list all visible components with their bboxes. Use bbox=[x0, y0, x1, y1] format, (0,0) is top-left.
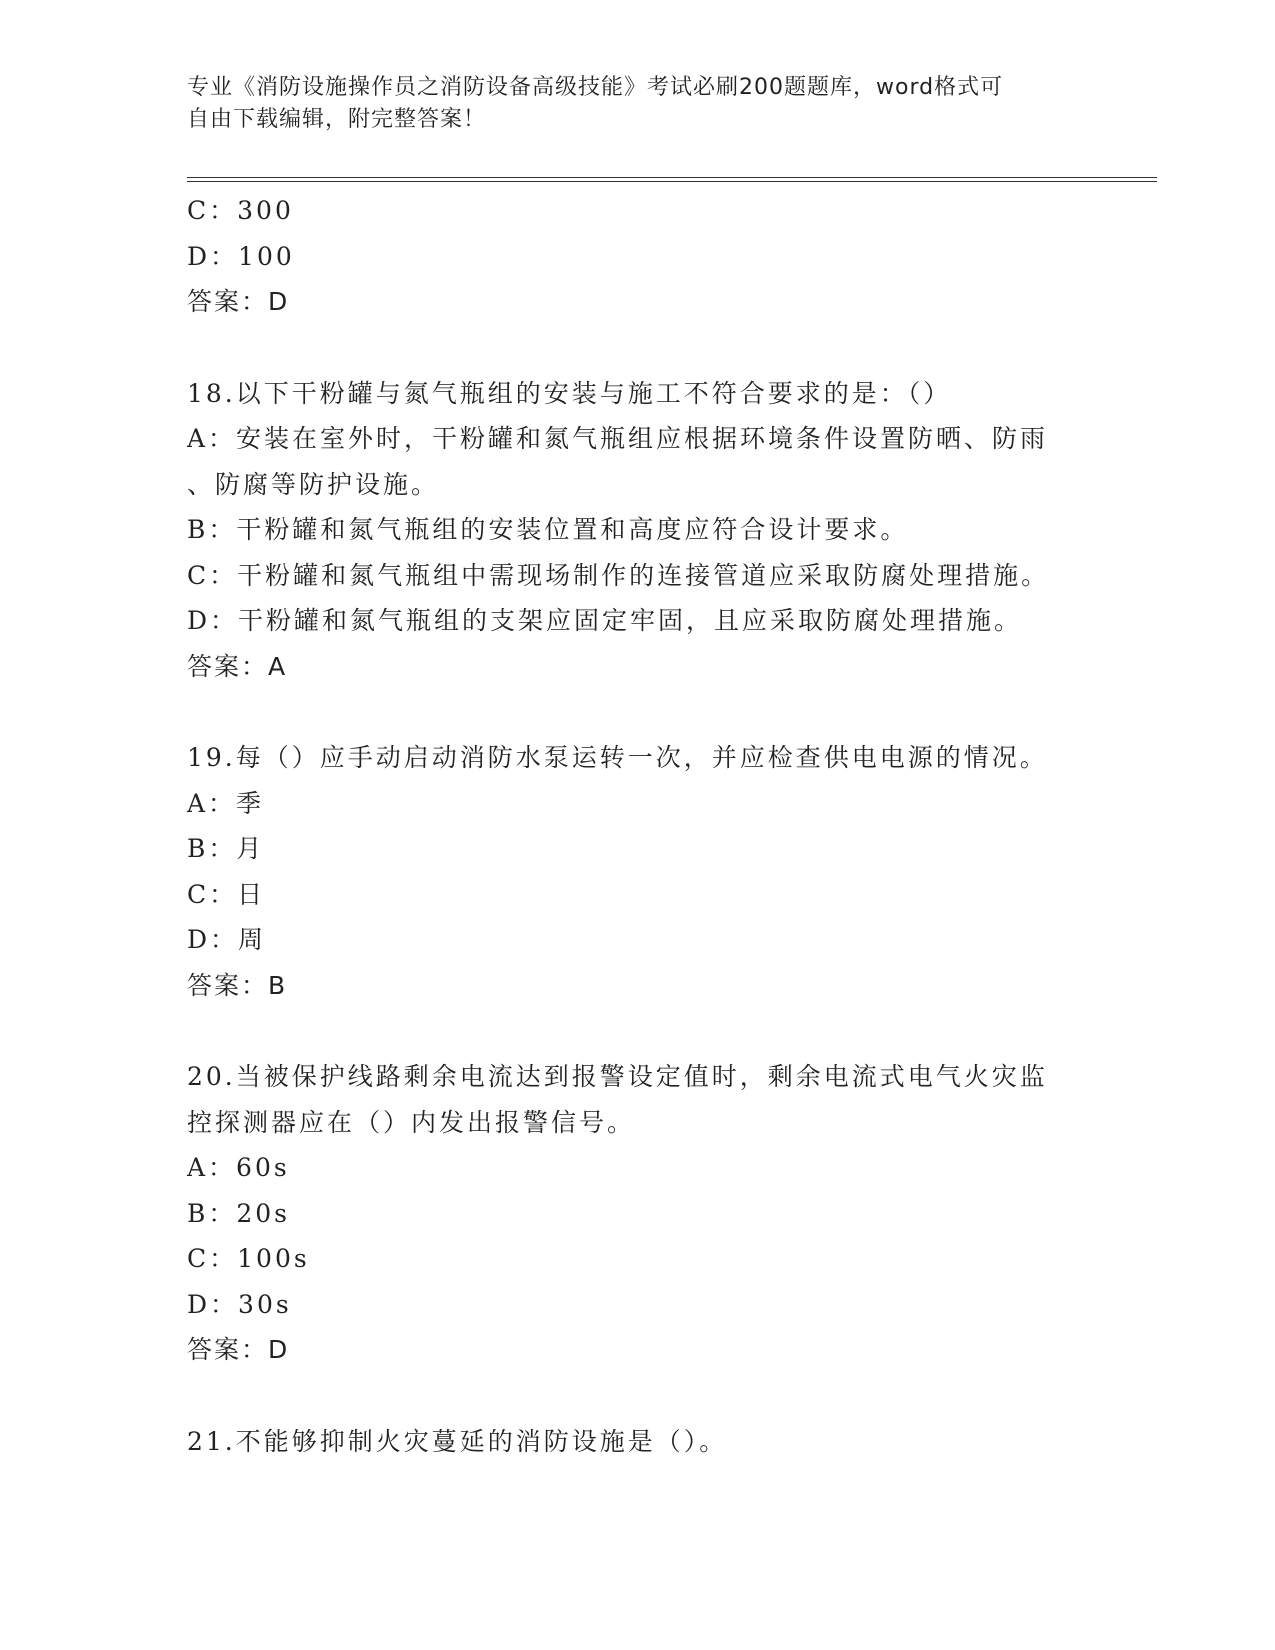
option-c: C：日 bbox=[187, 879, 266, 909]
document-header bbox=[187, 72, 1087, 136]
option-c: C：干粉罐和氮气瓶组中需现场制作的连接管道应采取防腐处理措施。 bbox=[187, 560, 1050, 590]
question-20 bbox=[187, 1054, 1087, 1373]
spacer bbox=[187, 1008, 1087, 1054]
question-18 bbox=[187, 371, 1087, 690]
document-body bbox=[187, 188, 1087, 1464]
option-b: B：月 bbox=[187, 834, 265, 863]
option-a-line-2: 、防腐等防护设施。 bbox=[187, 469, 440, 499]
question-19 bbox=[187, 735, 1087, 1008]
answer-line: 答案：A bbox=[187, 651, 288, 681]
option-a: A：60s bbox=[187, 1153, 290, 1182]
question-stem-line-2: 控探测器应在（）内发出报警信号。 bbox=[187, 1107, 636, 1137]
answer-line: 答案：D bbox=[187, 287, 290, 316]
option-b: B：干粉罐和氮气瓶组的安装位置和高度应符合设计要求。 bbox=[187, 515, 909, 544]
question-21 bbox=[187, 1419, 1087, 1465]
option-d: D：周 bbox=[187, 925, 267, 954]
option-d: D：干粉罐和氮气瓶组的支架应固定牢固，且应采取防腐处理措施。 bbox=[187, 606, 1023, 635]
option-c: C：300 bbox=[187, 196, 294, 225]
header-divider-top bbox=[187, 177, 1157, 178]
option-a: A：季 bbox=[187, 788, 265, 818]
question-17-tail bbox=[187, 188, 1087, 325]
header-divider-bottom bbox=[187, 181, 1157, 182]
question-stem-line-1: 20.当被保护线路剩余电流达到报警设定值时，剩余电流式电气火灾监 bbox=[187, 1062, 1048, 1091]
header-title-line-2: 自由下载编辑，附完整答案！ bbox=[187, 107, 487, 132]
option-c: C：100s bbox=[187, 1244, 310, 1273]
option-d: D：30s bbox=[187, 1289, 292, 1319]
answer-line: 答案：B bbox=[187, 970, 288, 1000]
answer-line: 答案：D bbox=[187, 1335, 290, 1364]
question-stem: 18.以下干粉罐与氮气瓶组的安装与施工不符合要求的是：（） bbox=[187, 378, 952, 408]
spacer bbox=[187, 1373, 1087, 1419]
option-a-line-1: A：安装在室外时，干粉罐和氮气瓶组应根据环境条件设置防晒、防雨 bbox=[187, 424, 1049, 453]
option-d: D：100 bbox=[187, 241, 295, 271]
option-b: B：20s bbox=[187, 1198, 291, 1228]
spacer bbox=[187, 325, 1087, 371]
question-stem: 19.每（）应手动启动消防水泵运转一次，并应检查供电电源的情况。 bbox=[187, 743, 1048, 772]
question-stem: 21.不能够抑制火灾蔓延的消防设施是（）。 bbox=[187, 1426, 728, 1456]
header-title-line-1: 专业《消防设施操作员之消防设备高级技能》考试必刷200题题库，word格式可 bbox=[187, 75, 1004, 100]
spacer bbox=[187, 689, 1087, 735]
